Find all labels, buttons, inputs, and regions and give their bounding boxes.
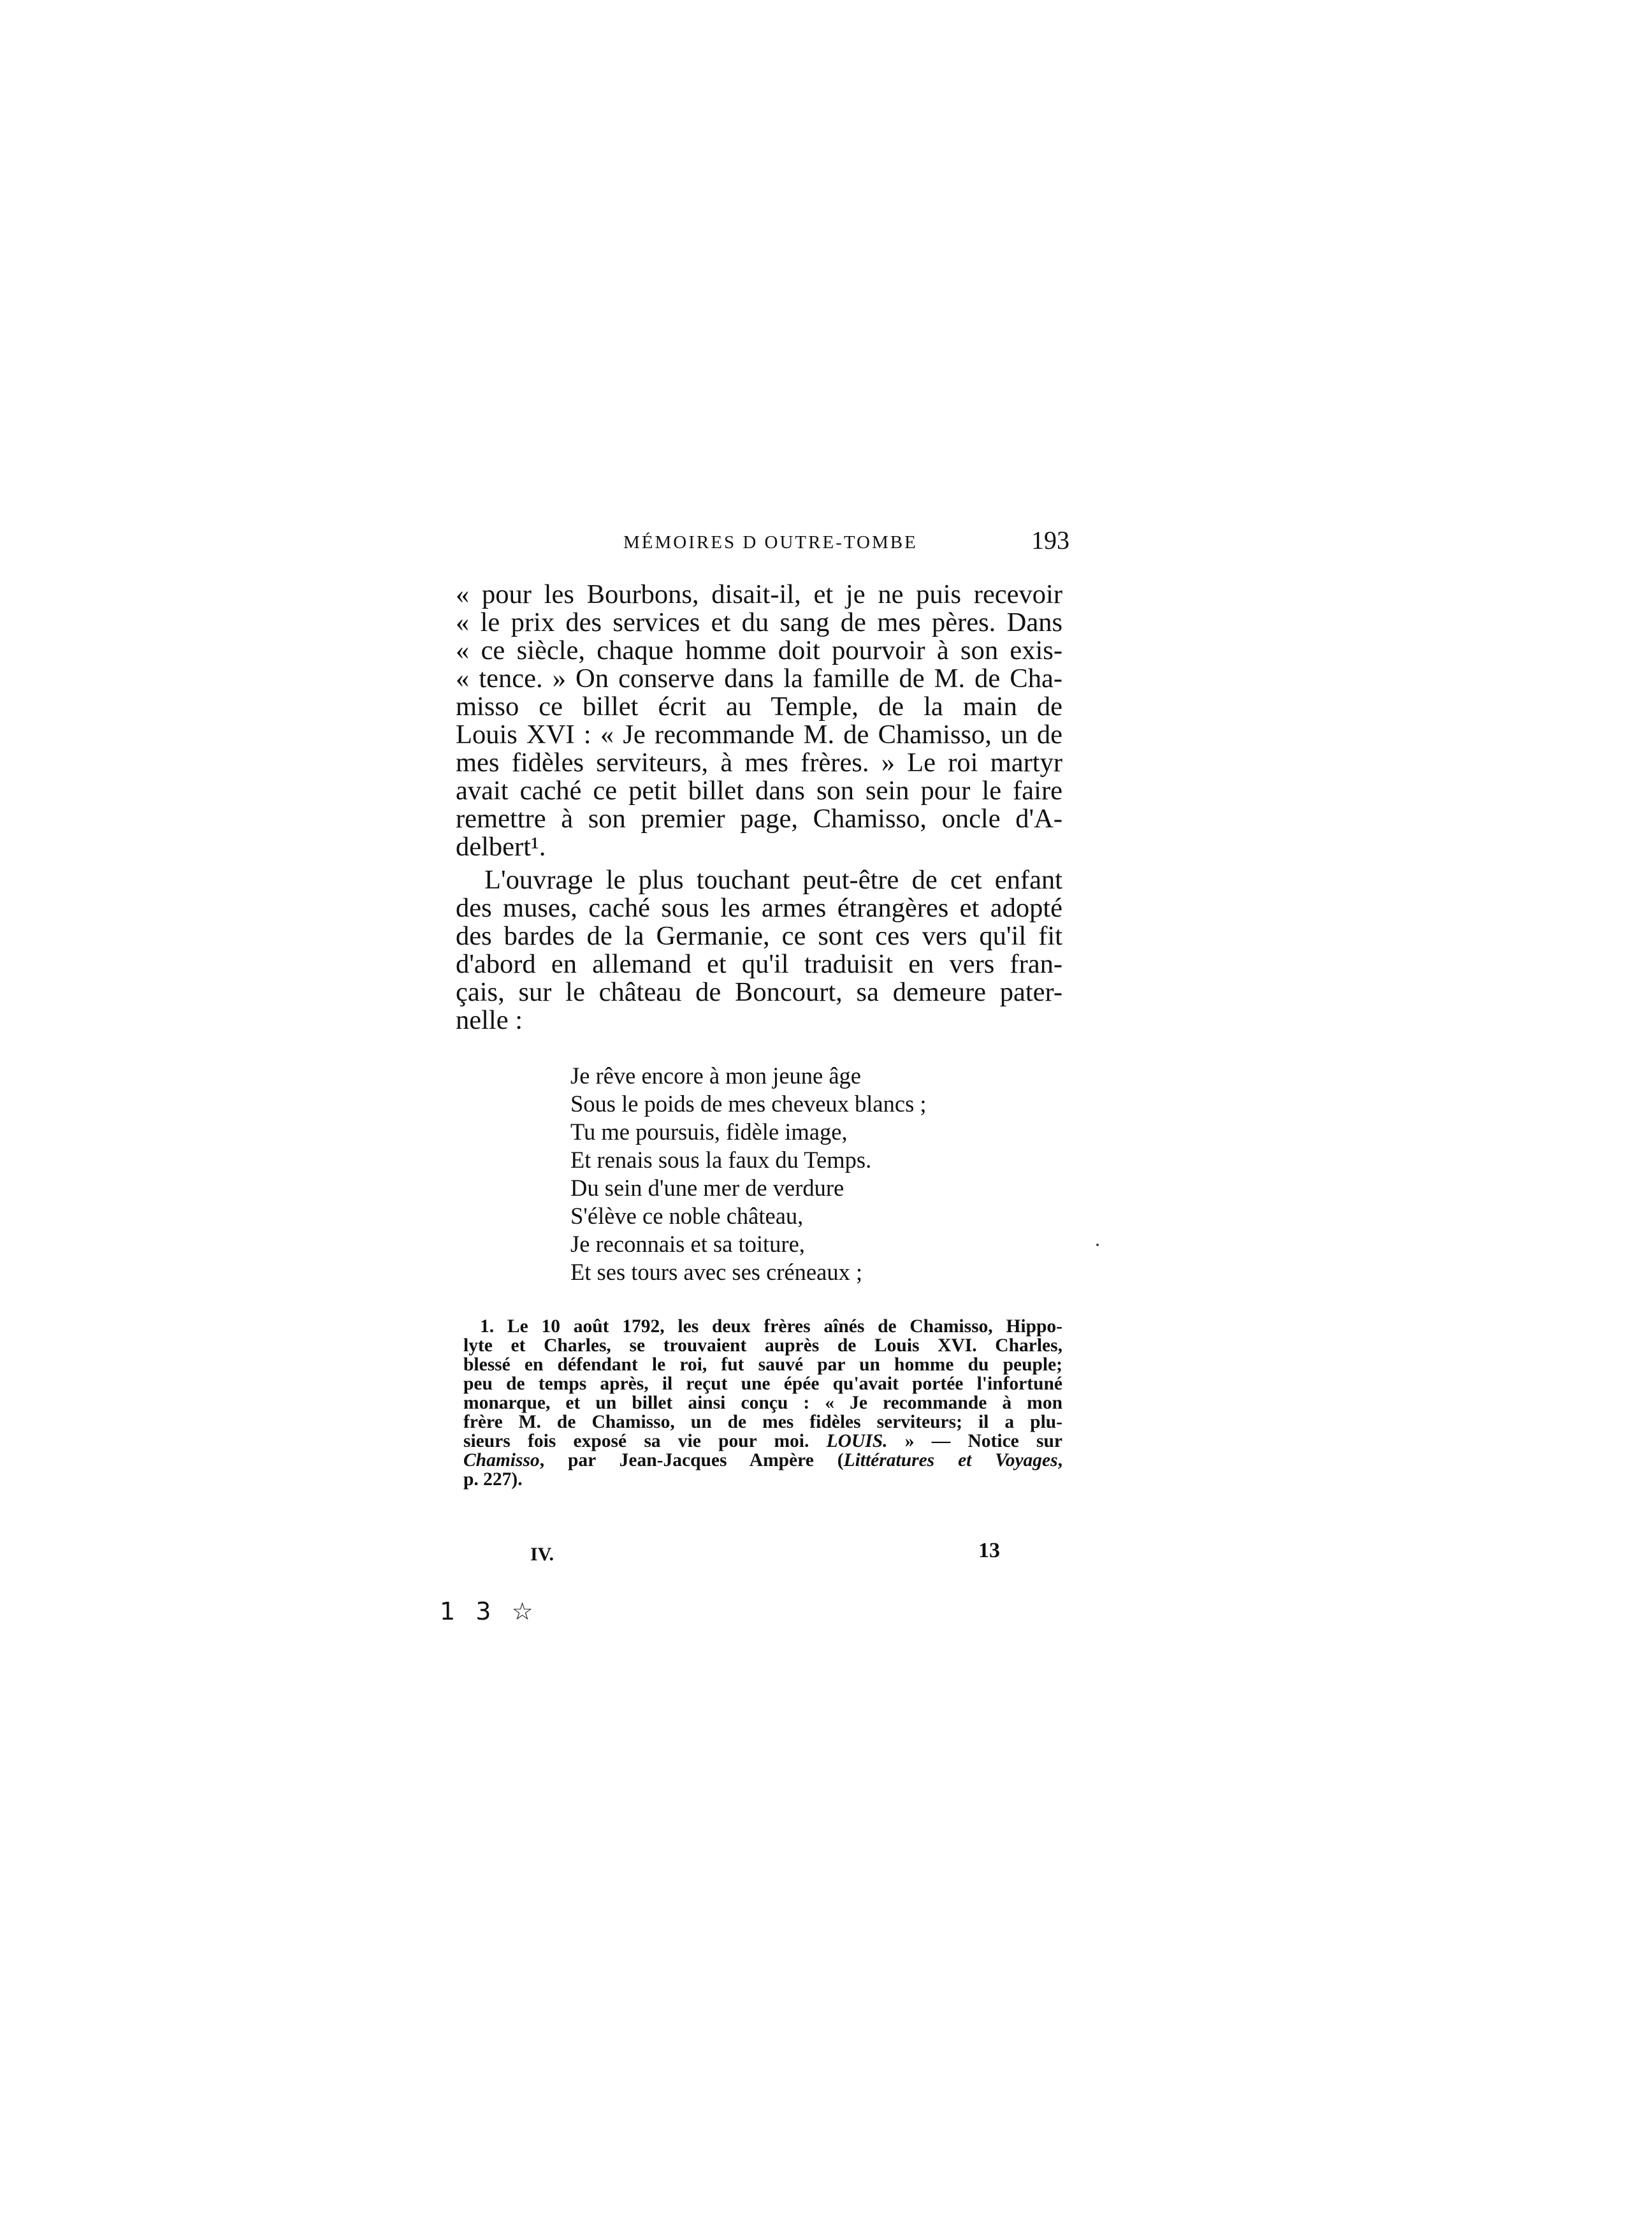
body-line: Louis XVI : « Je recommande M. de Chamisso, un de <box>456 720 1062 750</box>
footnote-line <box>463 1451 1062 1470</box>
body-line: nelle : <box>456 1005 523 1035</box>
footnote-line: p. 227). <box>463 1469 523 1490</box>
body-line: d'abord en allemand et qu'il traduisit en vers fran- <box>456 949 1062 979</box>
page-number: 193 <box>1031 526 1069 555</box>
footnote-line: frère M. de Chamisso, un de mes fidèles serviteurs; il a plu- <box>463 1412 1062 1432</box>
footnote-text: » — Notice sur <box>904 1431 1062 1451</box>
running-title: MÉMOIRES D OUTRE-TOMBE <box>623 532 918 553</box>
body-line: « pour les Bourbons, disait-il, et je ne puis recevoir <box>456 579 1062 609</box>
footnote-text: sieurs fois exposé sa vie pour moi. <box>463 1431 809 1451</box>
printer-mark: 1 3 ☆ <box>440 1597 540 1625</box>
footnote-line: lyte et Charles, se trouvaient auprès de Louis XVI. Charles, <box>463 1335 1062 1356</box>
body-line: « ce siècle, chaque homme doit pourvoir à son exis- <box>456 635 1062 665</box>
footnote-line: monarque, et un billet ainsi conçu : « Je recommande à mon <box>463 1393 1062 1413</box>
body-line: çais, sur le château de Boncourt, sa demeure pater- <box>456 977 1062 1007</box>
body-line: remettre à son premier page, Chamisso, oncle d'A- <box>456 804 1062 834</box>
volume-signature: IV. <box>530 1544 554 1565</box>
body-line: delbert¹. <box>456 832 546 862</box>
verse-line: Et renais sous la faux du Temps. <box>570 1147 872 1173</box>
footnote-text: , <box>1057 1450 1063 1470</box>
footnote-line <box>463 1432 1062 1451</box>
sheet-signature: 13 <box>978 1539 1000 1562</box>
footnote-line: peu de temps après, il reçut une épée qu'avait portée l'infortuné <box>463 1374 1062 1394</box>
body-line: mes fidèles serviteurs, à mes frères. » Le roi martyr <box>456 748 1062 778</box>
footnote-citation-title: Littératures et Voyages <box>843 1450 1058 1470</box>
footnote-line: blessé en défendant le roi, fut sauvé par un homme du peuple; <box>463 1354 1062 1375</box>
ink-speck <box>1096 1244 1099 1246</box>
verse-line: Sous le poids de mes cheveux blancs ; <box>570 1091 927 1117</box>
body-line: misso ce billet écrit au Temple, de la main de <box>456 692 1062 722</box>
footnote-text: , par Jean-Jacques Ampère ( <box>539 1450 844 1470</box>
verse-line: Je rêve encore à mon jeune âge <box>570 1063 862 1089</box>
verse-line: Tu me poursuis, fidèle image, <box>570 1119 848 1145</box>
verse-line: S'élève ce noble château, <box>570 1203 804 1229</box>
body-line: « le prix des services et du sang de mes pères. Dans <box>456 607 1062 637</box>
verse-line: Je reconnais et sa toiture, <box>570 1231 805 1257</box>
verse-line: Et ses tours avec ses créneaux ; <box>570 1259 863 1285</box>
body-line: des bardes de la Germanie, ce sont ces vers qu'il fit <box>456 921 1062 951</box>
footnote-signature: LOUIS. <box>826 1431 888 1451</box>
paragraph-first-line: L'ouvrage le plus touchant peut-être de cet enfant <box>484 865 1062 895</box>
verse-line: Du sein d'une mer de verdure <box>570 1175 844 1201</box>
body-line: « tence. » On conserve dans la famille de M. de Cha- <box>456 664 1062 693</box>
footnote-citation-author: Chamisso <box>463 1450 540 1470</box>
body-line: avait caché ce petit billet dans son sein pour le faire <box>456 776 1062 806</box>
footnote-line: 1. Le 10 août 1792, les deux frères aînés de Chamisso, Hippo- <box>480 1316 1062 1337</box>
body-line: des muses, caché sous les armes étrangères et adopté <box>456 893 1062 923</box>
